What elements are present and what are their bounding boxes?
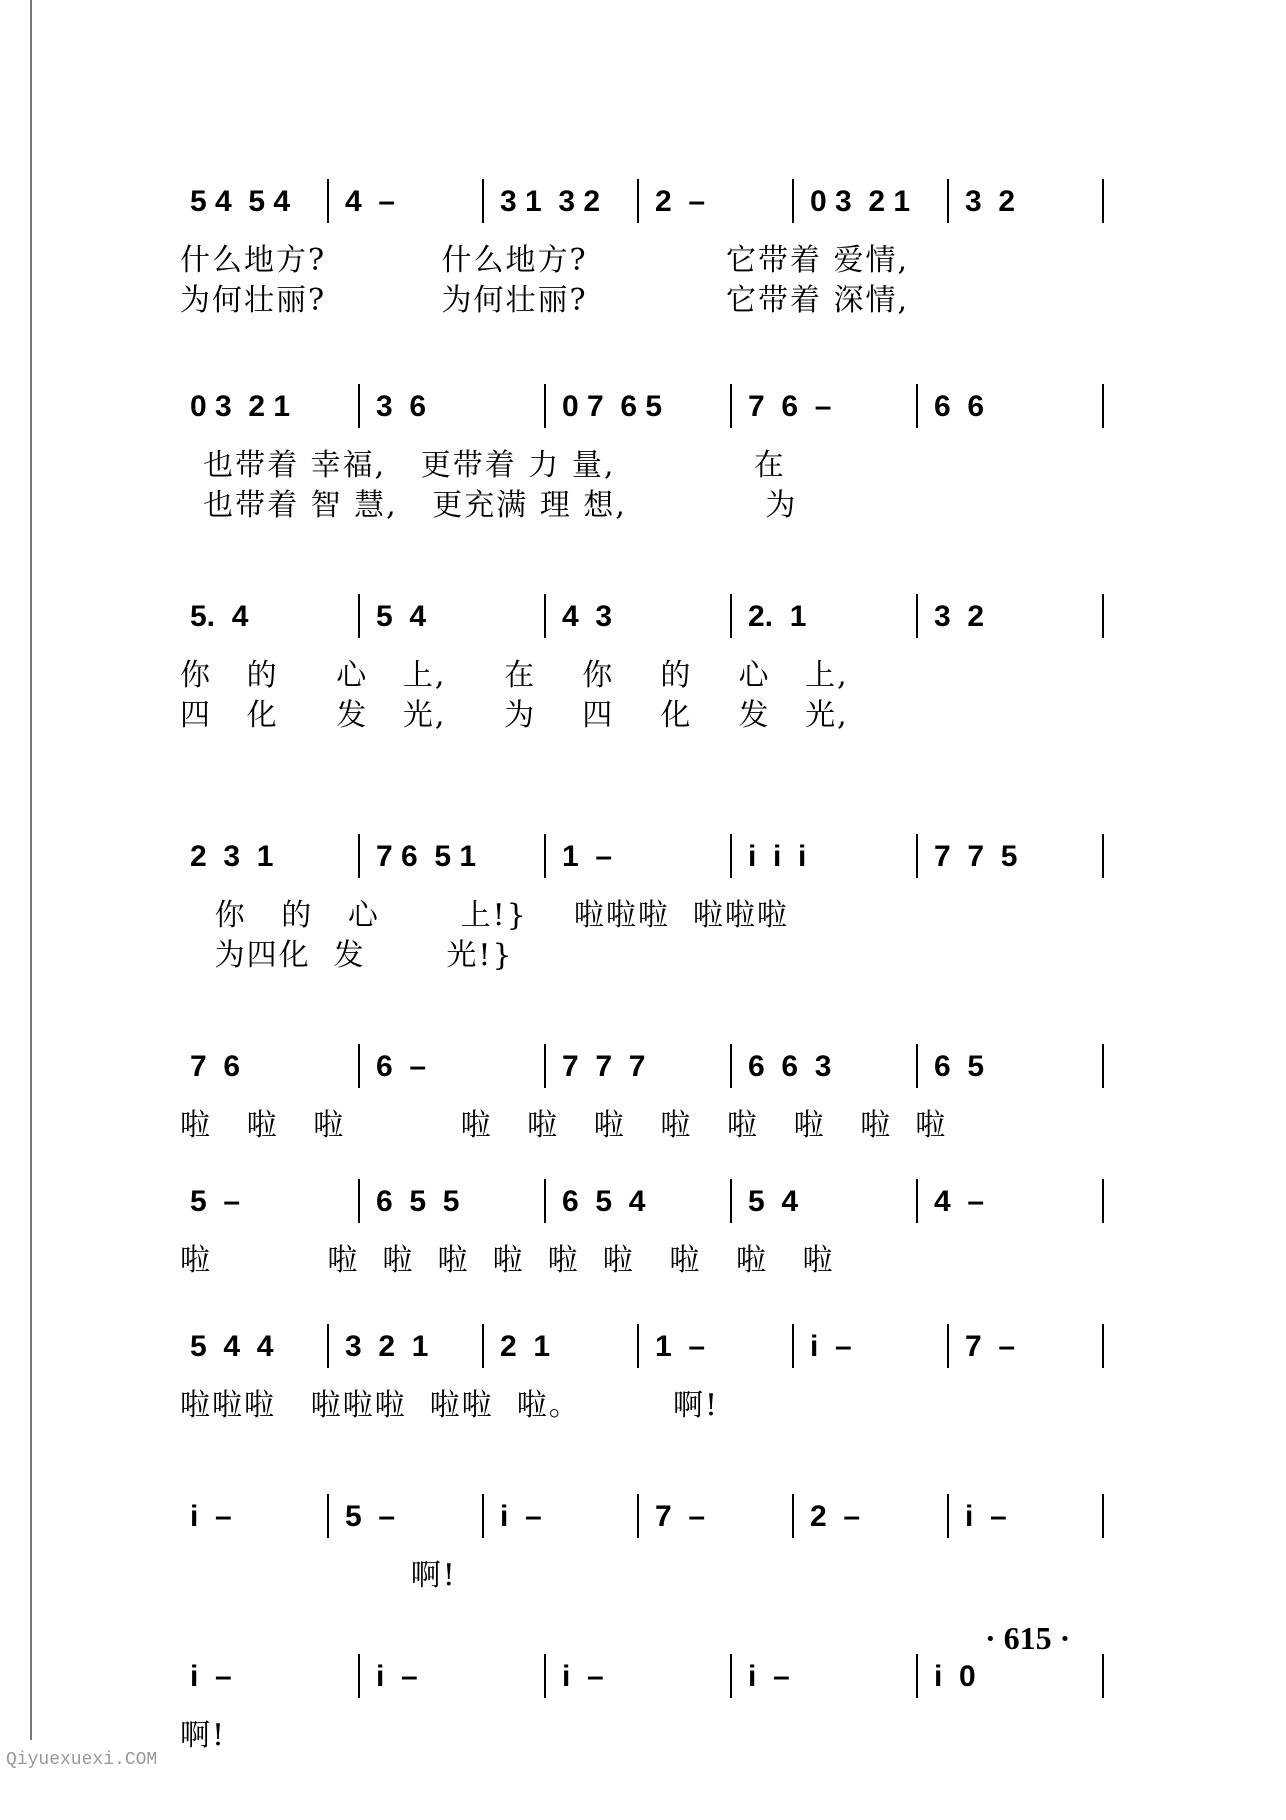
measure: 7 – [655,1500,706,1533]
measure: 4 – [345,185,396,218]
notation-row [180,185,1110,225]
bar-line [544,384,546,428]
measure: 3 2 [934,600,985,633]
notation-row [180,1330,1110,1370]
bar-line [792,179,794,223]
bar-line [730,384,732,428]
measure: 3 6 [376,390,427,423]
measure: 1 – [562,840,613,873]
bar-line [1102,1324,1104,1368]
measure: i – [376,1660,418,1693]
bar-line [327,179,329,223]
bar-line [730,834,732,878]
measure: i 0 [934,1660,976,1693]
measure: 4 – [934,1185,985,1218]
lyric-line: 啊! [180,1718,227,1753]
measure: 7 6 – [748,390,832,423]
measure: i – [500,1500,542,1533]
bar-line [1102,384,1104,428]
measure: i – [190,1660,232,1693]
measure: 6 5 4 [562,1185,646,1218]
bar-line [730,1654,732,1698]
measure: i i i [748,840,807,873]
staff-system [180,1660,1110,1820]
lyric-line: 四 化 发 光, 为 四 化 发 光, [180,698,849,733]
bar-line [482,179,484,223]
measure: i – [810,1330,852,1363]
lyric-line: 啊! [180,1558,457,1593]
measure: 6 5 [934,1050,985,1083]
bar-line [637,1494,639,1538]
lyric-line: 啦 啦 啦 啦 啦 啦 啦 啦 啦 啦 啦 [180,1108,948,1143]
lyric-line: 也带着 幸福, 更带着 力 量, 在 [180,448,786,483]
measure: 5. 4 [190,600,249,633]
staff-system [180,185,1110,345]
bar-line [947,1324,949,1368]
measure: 6 5 5 [376,1185,460,1218]
measure: i – [965,1500,1007,1533]
measure: 5 4 [376,600,427,633]
bar-line [482,1324,484,1368]
watermark: Qiyuexuexi.COM [6,1750,158,1770]
lyric-line: 你 的 心 上, 在 你 的 心 上, [180,658,849,693]
measure: 3 2 1 [345,1330,429,1363]
measure: 2 – [655,185,706,218]
staff-system [180,390,1110,550]
bar-line [792,1324,794,1368]
bar-line [916,834,918,878]
measure: 1 – [655,1330,706,1363]
bar-line [482,1494,484,1538]
measure: 0 3 2 1 [810,185,911,218]
measure: 6 6 [934,390,985,423]
bar-line [916,384,918,428]
bar-line [358,1179,360,1223]
measure: 7 6 [190,1050,241,1083]
measure: 5 – [345,1500,396,1533]
measure: 2 – [810,1500,861,1533]
staff-system [180,1330,1110,1490]
measure: 2 3 1 [190,840,274,873]
notation-row [180,840,1110,880]
bar-line [1102,1494,1104,1538]
bar-line [544,1179,546,1223]
measure: 0 3 2 1 [190,390,291,423]
bar-line [637,179,639,223]
lyric-line: 为何壮丽? 为何壮丽? 它带着 深情, [180,283,910,318]
measure: 7 7 5 [934,840,1018,873]
measure: i – [562,1660,604,1693]
measure: 2 1 [500,1330,551,1363]
bar-line [730,1179,732,1223]
lyric-line: 也带着 智 慧, 更充满 理 想, 为 [180,488,798,523]
bar-line [916,1179,918,1223]
bar-line [544,834,546,878]
notation-row [180,1660,1110,1700]
page-number: · 615 · [985,1620,1071,1656]
measure: 5 4 5 4 [190,185,291,218]
measure: 7 – [965,1330,1016,1363]
bar-line [916,1654,918,1698]
bar-line [1102,1654,1104,1698]
bar-line [358,1654,360,1698]
bar-line [544,1044,546,1088]
staff-system [180,840,1110,1000]
measure: 4 3 [562,600,613,633]
bar-line [544,1654,546,1698]
measure: i – [190,1500,232,1533]
bar-line [947,179,949,223]
bar-line [916,594,918,638]
notation-row [180,1500,1110,1540]
lyric-line: 啦 啦 啦 啦 啦 啦 啦 啦 啦 啦 [180,1243,835,1278]
bar-line [358,594,360,638]
staff-system [180,600,1110,760]
measure: 6 – [376,1050,427,1083]
bar-line [544,594,546,638]
page-spine-line [30,0,32,1740]
measure: 7 7 7 [562,1050,646,1083]
bar-line [358,384,360,428]
bar-line [1102,1044,1104,1088]
lyric-line: 你 的 心 上!} 啦啦啦 啦啦啦 [180,898,789,933]
notation-row [180,1185,1110,1225]
bar-line [916,1044,918,1088]
lyric-line: 啦啦啦 啦啦啦 啦啦 啦。 啊! [180,1388,720,1423]
staff-system [180,1500,1110,1660]
notation-row [180,600,1110,640]
measure: 7 6 5 1 [376,840,477,873]
bar-line [358,1044,360,1088]
bar-line [947,1494,949,1538]
measure: i – [748,1660,790,1693]
measure: 2. 1 [748,600,807,633]
bar-line [792,1494,794,1538]
bar-line [730,1044,732,1088]
bar-line [1102,179,1104,223]
bar-line [358,834,360,878]
measure: 0 7 6 5 [562,390,663,423]
bar-line [730,594,732,638]
measure: 3 1 3 2 [500,185,601,218]
bar-line [637,1324,639,1368]
lyric-line: 什么地方? 什么地方? 它带着 爱情, [180,243,910,278]
notation-row [180,390,1110,430]
measure: 6 6 3 [748,1050,832,1083]
bar-line [327,1324,329,1368]
bar-line [1102,594,1104,638]
lyric-line: 为四化 发 光!} [180,938,514,973]
measure: 5 4 [748,1185,799,1218]
bar-line [1102,1179,1104,1223]
bar-line [327,1494,329,1538]
bar-line [1102,834,1104,878]
notation-row [180,1050,1110,1090]
measure: 5 4 4 [190,1330,274,1363]
measure: 5 – [190,1185,241,1218]
measure: 3 2 [965,185,1016,218]
staff-system [180,1185,1110,1345]
